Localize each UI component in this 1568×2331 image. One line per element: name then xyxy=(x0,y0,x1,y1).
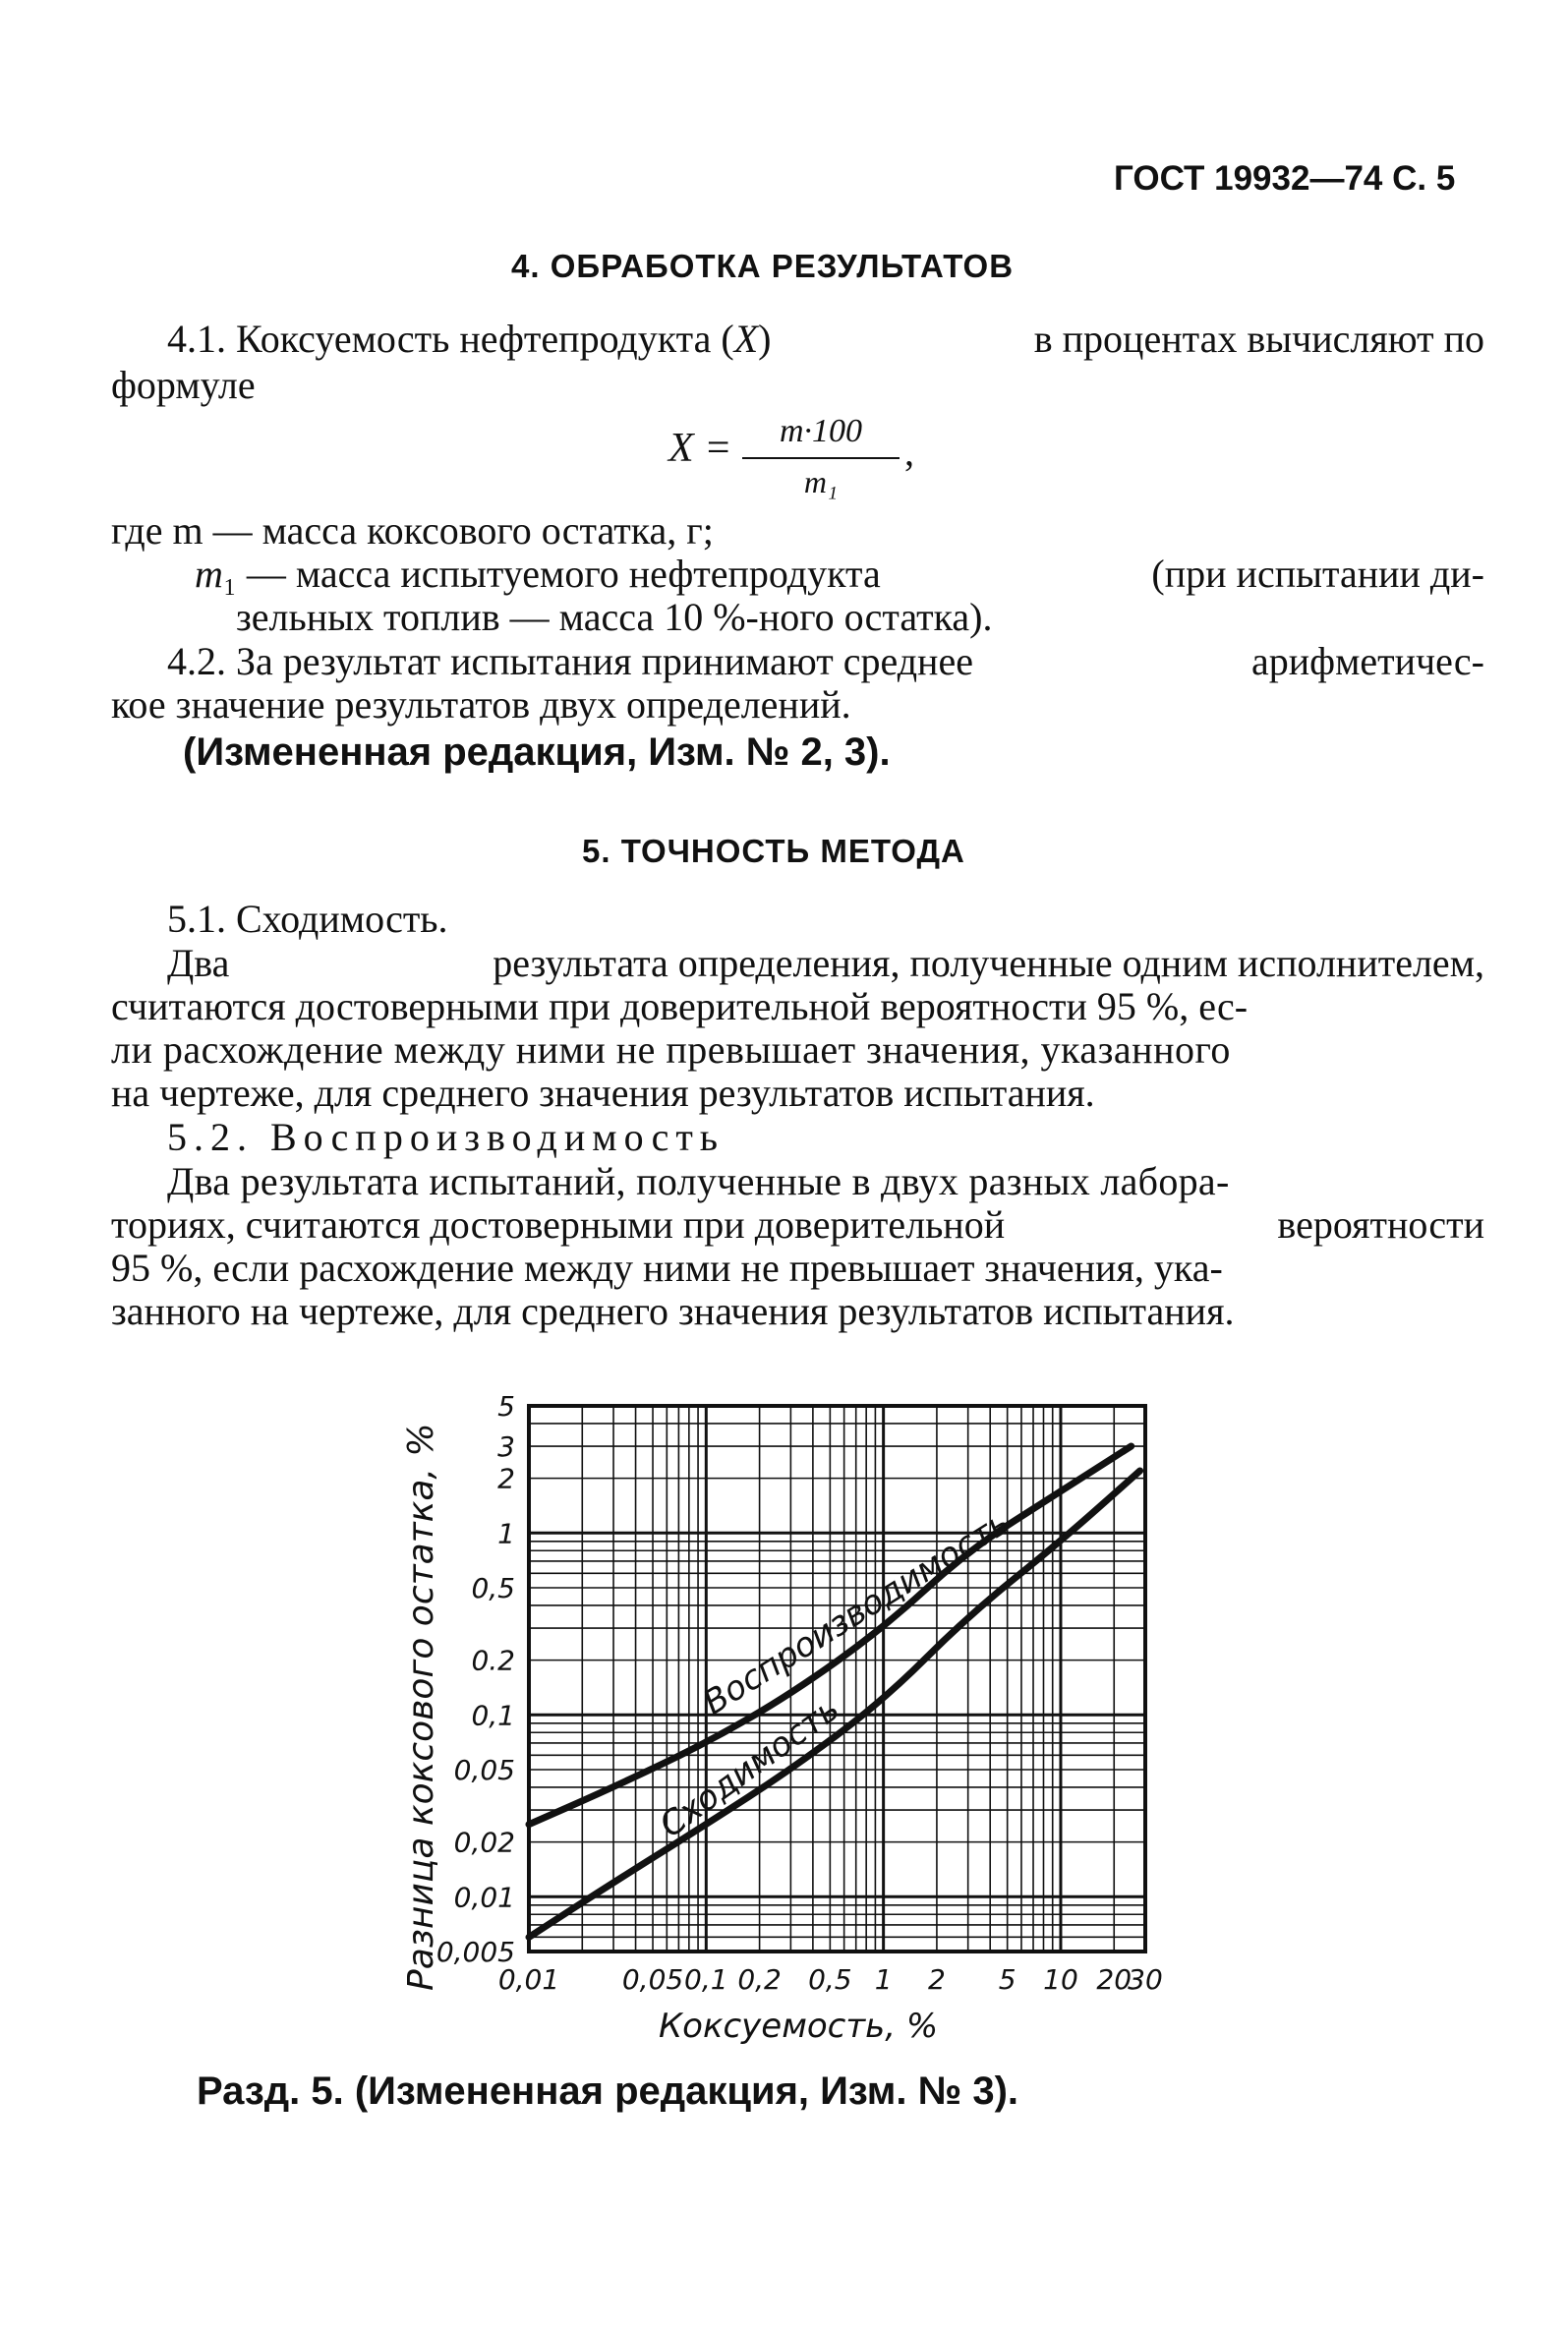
series-label-reproducibility: Воспроизводимость xyxy=(696,1502,1017,1723)
y-tick-label: 1 xyxy=(497,1517,515,1550)
y-tick-label: 3 xyxy=(497,1430,515,1464)
p41-start: 4.1. Коксуемость нефтепродукта (X) xyxy=(167,317,772,361)
section-4-title: 4. ОБРАБОТКА РЕЗУЛЬТАТОВ xyxy=(511,248,1015,284)
paragraph-5-2-line-4: занного на чертеже, для среднего значения результатов испытания. xyxy=(111,1289,1235,1333)
y-tick-label: 0,5 xyxy=(471,1572,515,1604)
y-tick-label: 0,1 xyxy=(471,1699,515,1732)
paragraph-5-2-line-2: ториях, считаются достоверными при доверительной вероятности xyxy=(111,1202,1484,1247)
formula-lhs: X = xyxy=(668,426,732,471)
x-tick-label: 0,2 xyxy=(737,1963,782,1996)
paragraph-5-1-head: 5.1. Сходимость. xyxy=(167,897,448,941)
where-line-2-start: m₁ — масса испытуемого нефтепродукта xyxy=(195,552,881,596)
paragraph-5-2-line-3: 95 %, если расхождение между ними не превышает значения, ука- xyxy=(111,1246,1223,1290)
x-tick-label: 0,1 xyxy=(684,1963,728,1996)
x-axis-label: Коксуемость, % xyxy=(659,2007,939,2046)
y-axis-label: Разница коксового остатка, % xyxy=(401,1423,441,1991)
paragraph-5-2-line-1: Два результата испытаний, полученные в двух разных лабора- xyxy=(167,1159,1230,1203)
x-tick-label: 0,05 xyxy=(621,1963,684,1996)
y-tick-label: 0,01 xyxy=(453,1881,515,1914)
chart-grid xyxy=(529,1406,1145,1952)
series-label-repeatability: Сходимость xyxy=(652,1689,847,1846)
paragraph-5-1-line-1: Два результата определения, полученные одним исполнителем, xyxy=(167,941,1484,985)
x-tick-label: 0,5 xyxy=(808,1963,852,1996)
y-tick-labels xyxy=(436,1390,515,1968)
formula-tail: , xyxy=(904,430,914,474)
formula-denominator: m₁ xyxy=(803,464,839,499)
y-tick-label: 5 xyxy=(497,1390,515,1423)
section-5-title: 5. ТОЧНОСТЬ МЕТОДА xyxy=(582,833,965,869)
where-line-2-end: (при испытании ди- xyxy=(1151,552,1484,596)
chart-series xyxy=(529,1446,1140,1937)
running-head: ГОСТ 19932—74 С. 5 xyxy=(1114,159,1456,198)
formula-numerator: m·100 xyxy=(779,413,863,449)
x-tick-label: 2 xyxy=(928,1963,946,1996)
amendment-note-4: (Измененная редакция, Изм. № 2, 3). xyxy=(183,730,891,774)
y-tick-label: 0,005 xyxy=(436,1936,515,1968)
where-line-1: где m — масса коксового остатка, г; xyxy=(111,508,714,553)
paragraph-5-1-line-4: на чертеже, для среднего значения результатов испытания. xyxy=(111,1071,1095,1115)
x-tick-label: 0,01 xyxy=(497,1963,560,1996)
x-tick-label: 20 xyxy=(1096,1963,1132,1996)
y-tick-label: 0,02 xyxy=(453,1826,515,1859)
y-tick-label: 2 xyxy=(497,1462,515,1495)
paragraph-5-2-head: 5.2. Воспроизводимость xyxy=(167,1115,726,1159)
paragraph-5-1-line-3: ли расхождение между ними не превышает значения, указанного xyxy=(111,1027,1231,1072)
x-tick-label: 30 xyxy=(1128,1963,1163,1996)
x-tick-label: 10 xyxy=(1043,1963,1078,1996)
amendment-note-5: Разд. 5. (Измененная редакция, Изм. № 3). xyxy=(197,2069,1018,2113)
x-tick-label: 1 xyxy=(874,1963,893,1996)
y-tick-label: 0.2 xyxy=(471,1644,515,1677)
y-tick-label: 0,05 xyxy=(453,1754,515,1786)
p41-end: в процентах вычисляют по xyxy=(1033,317,1484,361)
where-line-3: зельных топлив — масса 10 %-ного остатка). xyxy=(236,595,993,639)
paragraph-4-1-line-2: формуле xyxy=(111,363,256,407)
paragraph-4-2-line-1: 4.2. За результат испытания принимают среднее арифметичес- xyxy=(167,639,1484,683)
paragraph-5-1-line-2: считаются достоверными при доверительной вероятности 95 %, ес- xyxy=(111,984,1249,1028)
paragraph-4-2-line-2: кое значение результатов двух определений. xyxy=(111,682,851,727)
x-tick-label: 5 xyxy=(998,1963,1016,1996)
x-tick-labels xyxy=(498,1963,1163,1996)
